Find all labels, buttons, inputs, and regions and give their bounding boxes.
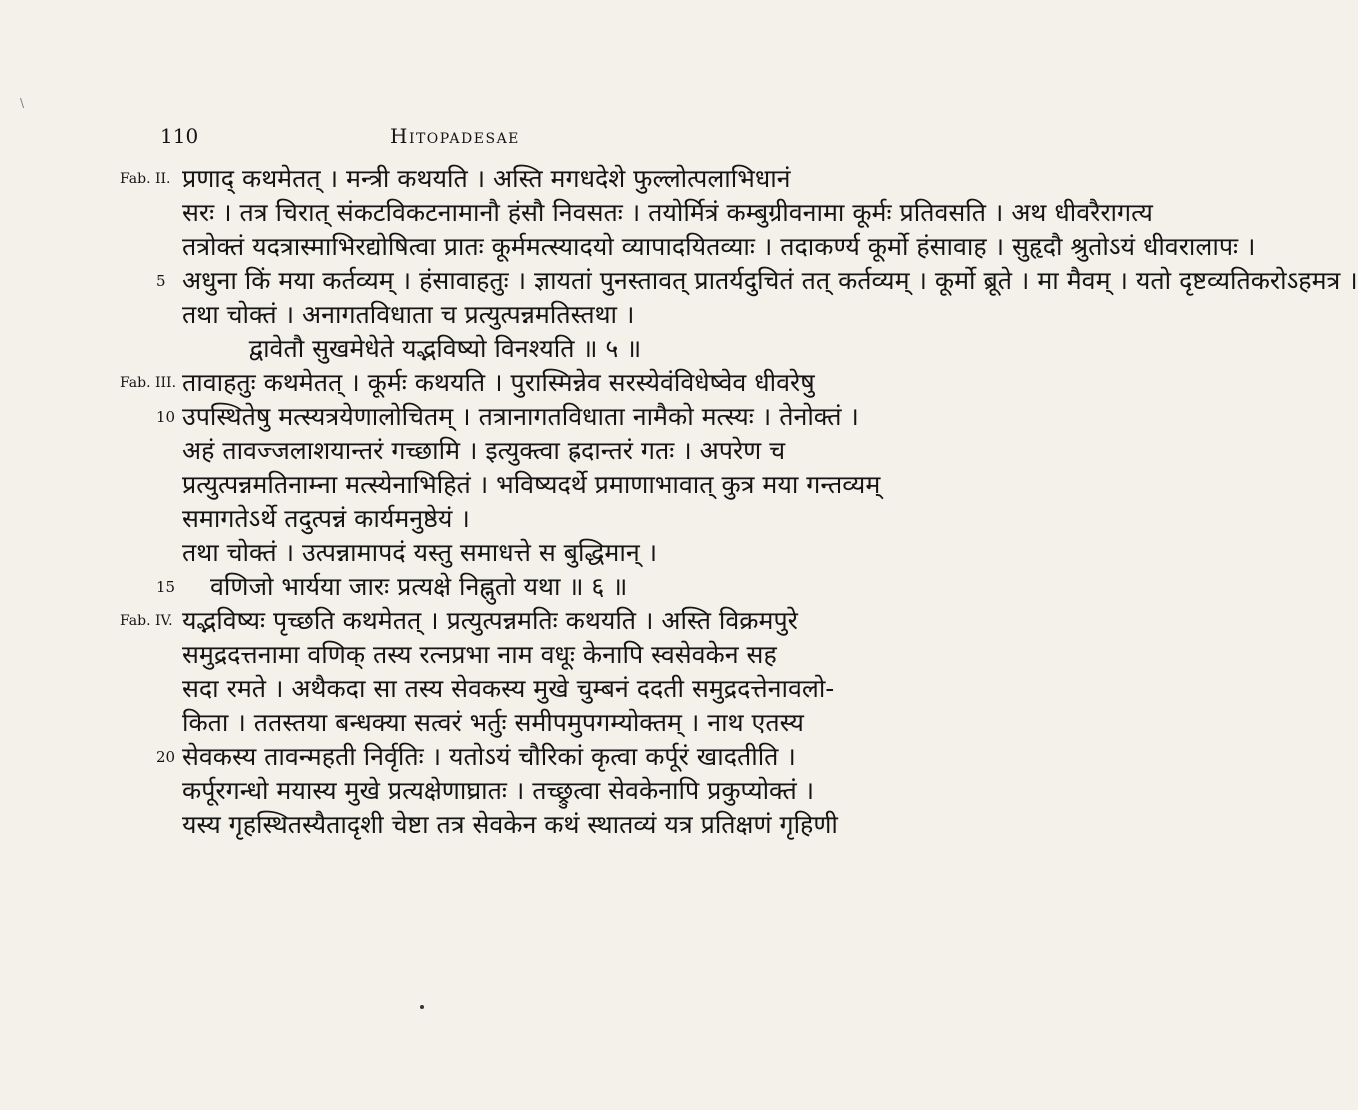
line-number: 20 (156, 748, 176, 766)
fable-label: Fab. III. (120, 375, 177, 391)
fable-label: Fab. IV. (120, 613, 173, 629)
text-line (120, 774, 815, 808)
line-number: 5 (156, 272, 166, 290)
line-number: 10 (156, 408, 176, 426)
margin-mark: \ (20, 96, 25, 110)
line-text: प्रत्युत्पन्नमतिनाम्ना मत्स्येनाभिहितं । भविष्यदर्थे प्रमाणाभावात् कुत्र मया गन्तव्यम् (182, 470, 881, 499)
ink-dot (420, 1005, 424, 1009)
text-line (120, 536, 770, 570)
text-line (120, 196, 1153, 230)
text-line (120, 400, 859, 434)
text-line (120, 808, 838, 842)
text-line (120, 706, 804, 740)
text-line (120, 366, 815, 400)
text-line (120, 468, 881, 502)
text-line (120, 604, 798, 638)
text-line (120, 672, 835, 706)
running-title: Hitopadesae (390, 124, 520, 148)
line-text: प्रणाद् कथमेतत् । मन्त्री कथयति । अस्ति मगधदेशे फुल्लोत्पलाभिधानं (182, 164, 791, 193)
page-header (160, 124, 650, 148)
line-text: यस्य गृहस्थितस्यैतादृशी चेष्टा तत्र सेवकेन कथं स्थातव्यं यत्र प्रतिक्षणं गृहिणी (182, 810, 838, 839)
fable-label: Fab. II. (120, 171, 171, 187)
line-text: तावाहतुः कथमेतत् । कूर्मः कथयति । पुरास्मिन्नेव सरस्येवंविधेष्वेव धीवरेषु (182, 368, 815, 397)
line-text: तत्रोक्तं यदत्रास्माभिरद्योषित्वा प्रातः कूर्ममत्स्यादयो व्यापादयितव्याः । तदाकर्ण्य कूर्मो हंसावाह । सुहृदौ श्रुतोऽयं धीवरालापः । (182, 232, 1256, 261)
line-text: तथा चोक्तं । अनागतविधाता च प्रत्युत्पन्नमतिस्तथा । (182, 300, 635, 329)
body-text (120, 162, 1358, 842)
text-line (120, 162, 791, 196)
line-text: अहं तावज्जलाशयान्तरं गच्छामि । इत्युक्त्वा ह्रदान्तरं गतः । अपरेण च (182, 436, 786, 465)
text-line (120, 638, 777, 672)
text-line (120, 434, 786, 468)
line-text: सदा रमते । अथैकदा सा तस्य सेवकस्य मुखे चुम्बनं ददती समुद्रदत्तेनावलो- (182, 674, 835, 703)
line-text: यद्भविष्यः पृच्छति कथमेतत् । प्रत्युत्पन्नमतिः कथयति । अस्ति विक्रमपुरे (182, 606, 798, 635)
line-text: समुद्रदत्तनामा वणिक् तस्य रत्नप्रभा नाम वधूः केनापि स्वसेवकेन सह (182, 640, 777, 669)
line-text: अधुना किं मया कर्तव्यम् । हंसावाहतुः । ज्ञायतां पुनस्तावत् प्रातर्यदुचितं तत् कर्तव्यम् । कूर्मो ब्रूते । मा मैवम् । यतो दृष्टव्यतिकरोऽहमत्र । (182, 266, 1358, 295)
page-number: 110 (160, 124, 199, 148)
line-text: द्वावेतौ सुखमेधेते यद्भविष्यो विनश्यति ॥ ५ ॥ (248, 334, 642, 363)
line-text: उपस्थितेषु मत्स्यत्रयेणालोचितम् । तत्रानागतविधाता नामैको मत्स्यः । तेनोक्तं । (182, 402, 859, 431)
line-text: वणिजो भार्यया जारः प्रत्यक्षे निह्नुतो यथा ॥ ६ ॥ (210, 572, 628, 601)
text-line (120, 740, 796, 774)
line-text: कर्पूरगन्धो मयास्य मुखे प्रत्यक्षेणाघ्रातः । तच्छ्रुत्वा सेवकेनापि प्रकुप्योक्तं । (182, 776, 815, 805)
line-text: सरः । तत्र चिरात् संकटविकटनामानौ हंसौ निवसतः । तयोर्मित्रं कम्बुग्रीवनामा कूर्मः प्रतिवसति । अथ धीवरैरागत्य (182, 198, 1153, 227)
line-text: तथा चोक्तं । उत्पन्नामापदं यस्तु समाधत्ते स बुद्धिमान् । (182, 538, 658, 567)
text-line (120, 230, 1256, 264)
text-line (120, 502, 770, 536)
text-line (120, 570, 770, 604)
text-line (120, 264, 1358, 298)
line-text: सेवकस्य तावन्महती निर्वृतिः । यतोऽयं चौरिकां कृत्वा कर्पूरं खादतीति । (182, 742, 796, 771)
line-text: समागतेऽर्थे तदुत्पन्नं कार्यमनुष्ठेयं । (182, 504, 470, 533)
text-line (120, 298, 770, 332)
line-number: 15 (156, 578, 176, 596)
line-text: किता । ततस्तया बन्धक्या सत्वरं भर्तुः समीपमुपगम्योक्तम् । नाथ एतस्य (182, 708, 804, 737)
text-line (120, 332, 770, 366)
